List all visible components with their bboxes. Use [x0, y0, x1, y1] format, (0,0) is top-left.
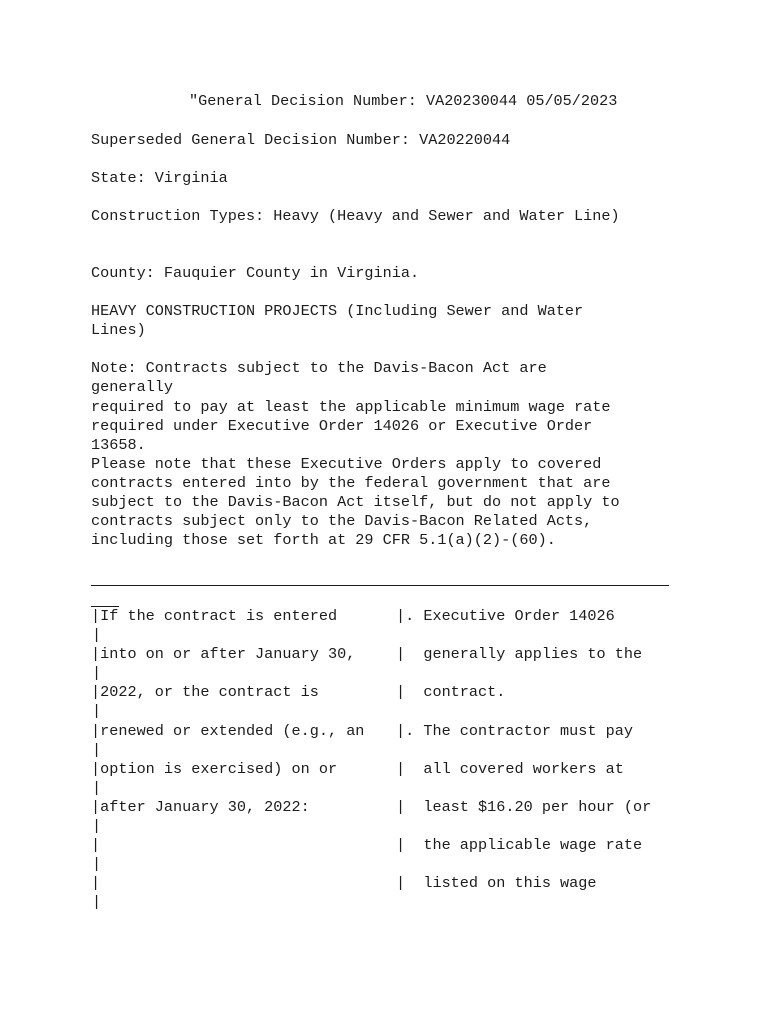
decision-number-title: "General Decision Number: VA20230044 05/05/2023: [189, 92, 618, 110]
projects-heading-line-2: Lines): [91, 321, 146, 339]
note-line: including those set forth at 29 CFR 5.1(a)(2)-(60).: [91, 531, 556, 549]
note-line: required under Executive Order 14026 or Executive Order: [91, 417, 593, 435]
superseded-decision-number: Superseded General Decision Number: VA20220044: [91, 131, 511, 149]
table-right-cell: | all covered workers at: [396, 760, 624, 778]
table-row-bar: |: [92, 741, 102, 759]
table-right-cell: |. Executive Order 14026: [396, 607, 615, 625]
table-right-cell: | the applicable wage rate: [396, 836, 643, 854]
note-line: subject to the Davis-Bacon Act itself, but do not apply to: [91, 493, 620, 511]
table-row-bar: |: [92, 626, 102, 644]
table-right-cell: | least $16.20 per hour (or: [396, 798, 652, 816]
table-left-cell: |2022, or the contract is: [91, 683, 319, 701]
table-left-cell: |If the contract is entered: [91, 607, 338, 625]
note-line: Please note that these Executive Orders apply to covered: [91, 455, 602, 473]
table-right-cell: | contract.: [396, 683, 506, 701]
note-line: generally: [91, 378, 174, 396]
table-right-cell: |. The contractor must pay: [396, 722, 633, 740]
table-left-cell: |after January 30, 2022:: [91, 798, 310, 816]
table-left-cell: |option is exercised) on or: [91, 760, 338, 778]
table-row-bar: |: [92, 817, 102, 835]
note-line: contracts subject only to the Davis-Bacon Related Acts,: [91, 512, 593, 530]
note-line: 13658.: [91, 436, 146, 454]
note-line: Note: Contracts subject to the Davis-Bacon Act are: [91, 359, 547, 377]
table-right-cell: | listed on this wage: [396, 874, 597, 892]
table-left-cell: |: [91, 836, 101, 854]
table-row-bar: |: [92, 664, 102, 682]
table-row-bar: |: [92, 893, 102, 911]
table-row-bar: |: [92, 855, 102, 873]
table-row-bar: |: [92, 779, 102, 797]
table-left-cell: |renewed or extended (e.g., an: [91, 722, 365, 740]
construction-types-line: Construction Types: Heavy (Heavy and Sewer and Water Line): [91, 207, 620, 225]
table-right-cell: | generally applies to the: [396, 645, 643, 663]
state-line: State: Virginia: [91, 169, 228, 187]
table-top-rule: [91, 585, 669, 586]
table-row-bar: |: [92, 702, 102, 720]
projects-heading-line-1: HEAVY CONSTRUCTION PROJECTS (Including Sewer and Water: [91, 302, 584, 320]
note-line: required to pay at least the applicable minimum wage rate: [91, 398, 611, 416]
table-left-cell: |into on or after January 30,: [91, 645, 356, 663]
table-left-cell: |: [91, 874, 101, 892]
county-line: County: Fauquier County in Virginia.: [91, 264, 420, 282]
note-line: contracts entered into by the federal government that are: [91, 474, 611, 492]
